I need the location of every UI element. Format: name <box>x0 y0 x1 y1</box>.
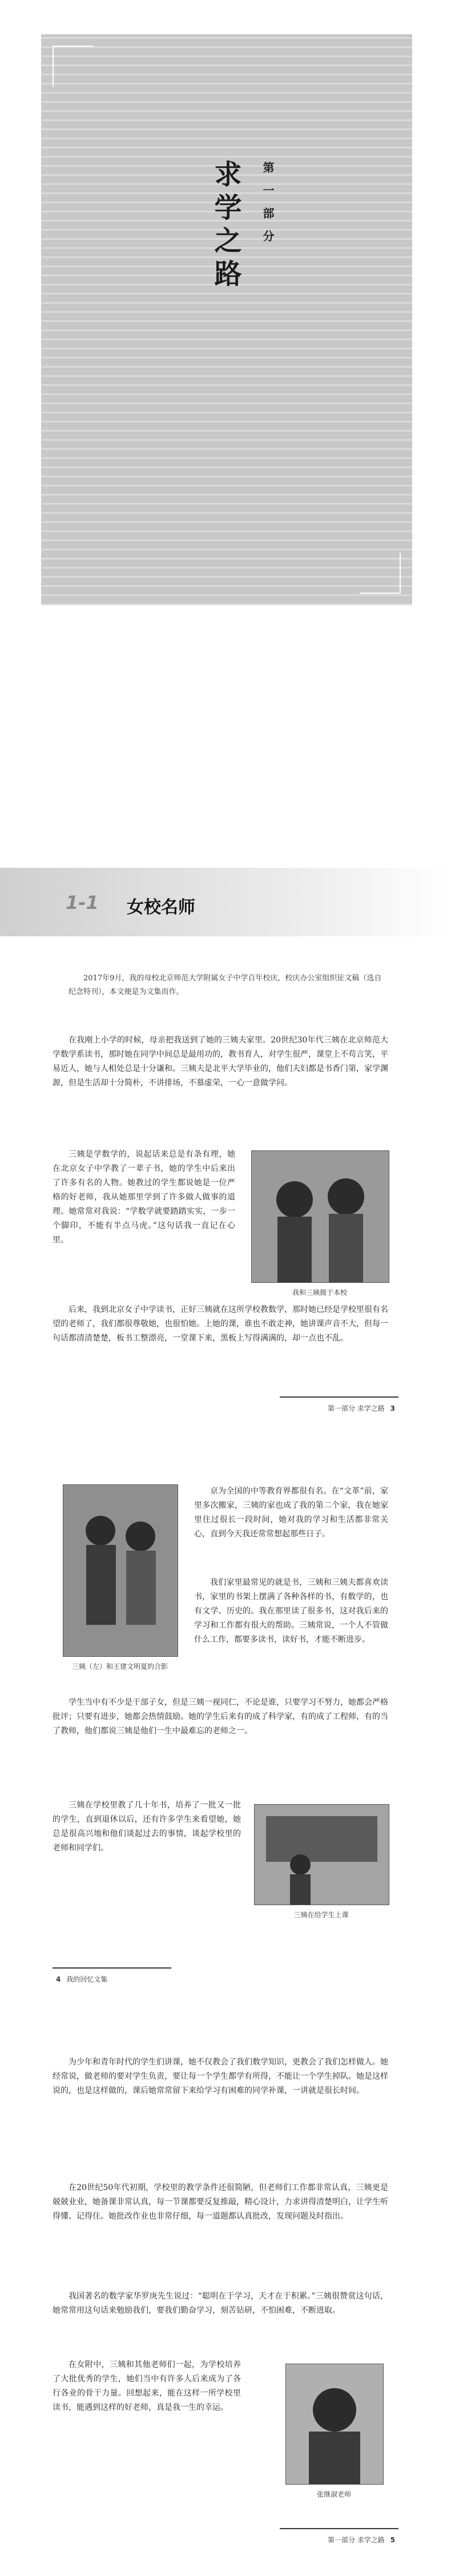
photo-caption: 我和三姨摄于本校 <box>292 1289 347 1297</box>
footer-part: 第一部分 <box>327 2536 355 2544</box>
portrait-photo-icon <box>63 1485 178 1656</box>
footer-rule <box>53 1967 171 1969</box>
photo-caption: 三姨（左）和王建文明夏的合影 <box>71 1663 168 1671</box>
footer-title: 求学之路 <box>357 1404 385 1412</box>
footer-title: 求学之路 <box>357 2536 385 2544</box>
text-page-5 <box>0 2015 451 2576</box>
text-page-4 <box>0 1444 451 2015</box>
paragraph: 我们家里最常见的就是书，三姨和三姨夫都喜欢读书，家里的书架上摆满了各种各样的书，有数学的，也有文学、历史的。我在那里读了很多书，这对我后来的学习和工作都有很大的帮助。三姨常说，一个人不管做什么工作，都要多读书，读好书，才能不断进步。 <box>194 1578 388 1644</box>
paragraph: 在女附中，三姨和其他老师们一起，为学校培养了大批优秀的学生，她们当中有许多人后来成为了各行各业的骨干力量。回想起来，能在这样一所学校里读书，能遇到这样的好老师，真是我一生的幸运。 <box>53 2360 241 2412</box>
paragraph: 京为全国的中等教育界都很有名。在“文革”前，家里多次搬家，三姨的家也成了我的第二个家，我在她家里住过很长一段时间，她对我的学习和生活都非常关心，直到今天我还常常想起那些日子。 <box>194 1487 388 1539</box>
chapter-title: 女校名师 <box>127 897 195 917</box>
portrait-photo-icon <box>252 1151 389 1282</box>
paragraph: 我国著名的数学家华罗庚先生说过：“聪明在于学习，天才在于积累。”三姨很赞赏这句话，她常常用这句话来勉励我们，要我们勤奋学习，刻苦钻研，不怕困难，不断进取。 <box>53 2292 388 2315</box>
chapter-intro: 2017年9月，我的母校北京师范大学附属女子中学百年校庆，校庆办公室组织征文稿（选自纪念特刊），本文便是为文集而作。 <box>69 974 382 996</box>
page-number: 5 <box>390 2536 395 2544</box>
footer-rule <box>280 2528 398 2529</box>
corner-ornament-top-left <box>53 46 94 87</box>
paragraph: 三姨是学数学的，说起话来总是有条有理，她在北京女子中学教了一辈子书，她的学生中后来出了许多有名的人物。她教过的学生都说她是一位严格的好老师，我从她那里学到了许多做人做事的道理。她常常对我说：“学数学就要踏踏实实，一步一个脚印，不能有半点马虎。”这句话我一直记在心里。 <box>53 1150 235 1245</box>
page-footer <box>328 1403 398 1413</box>
paragraph: 在20世纪50年代初期，学校里的教学条件还很简陋，但老师们工作都非常认真，三姨更是兢兢业业，她备课非常认真，每一节课都要反复推敲，精心设计，力求讲得清楚明白，让学生听得懂、记得住。她批改作业也非常仔细，每一道题都认真批改，发现问题及时指出。 <box>53 2183 388 2221</box>
photo-caption: 张继淑老师 <box>316 2490 351 2498</box>
part-title-panel <box>41 34 412 605</box>
portrait-photo-icon <box>286 2364 383 2484</box>
page-footer <box>328 2535 398 2545</box>
paragraph: 学生当中有不少是干部子女，但是三姨一视同仁，不论是谁，只要学习不努力，她都会严格批评；只要有进步，她都会热情鼓励。她的学生后来有的成了科学家，有的成了工程师，有的当了教师，他们都说三姨是他们一生中最难忘的老师之一。 <box>53 1698 388 1736</box>
page-footer <box>53 1974 107 1984</box>
part-title-page <box>0 0 451 805</box>
chapter-number: 1-1 <box>66 892 99 913</box>
footer-title: 我的回忆文集 <box>66 1975 108 1983</box>
photo-two-women <box>251 1150 389 1283</box>
classroom-photo-icon <box>255 1805 389 1905</box>
paragraph: 为少年和青年时代的学生们讲课，她不仅教会了我们数学知识，更教会了我们怎样做人。她经常说，做老师的要对学生负责，要让每一个学生都学有所得，不能让一个学生掉队。她是这样说的，也是这样做的，课后她常常留下来给学习有困难的同学补课，一讲就是很长时间。 <box>53 2058 388 2095</box>
footer-part: 第一部分 <box>327 1404 355 1412</box>
page-number: 3 <box>390 1404 395 1412</box>
photo-teacher-portrait <box>285 2364 384 2485</box>
photo-caption: 三姨在给学生上课 <box>293 1911 349 1919</box>
paragraph: 在我刚上小学的时候，母亲把我送到了她的三姨夫家里。20世纪30年代三姨在北京师范大学数学系读书，那时她在同学中间总是最用功的，教书育人，对学生很严，课堂上不苟言笑，平易近人，她与人相处总是十分谦和。三姨夫是北平大学毕业的，他们夫妇都是书香门第，家学渊源，但是生活却十分简朴，不讲排场，不慕虚荣，一心一意做学问。 <box>53 1036 388 1088</box>
photo-two-women-sitting <box>63 1484 178 1657</box>
part-title: 求学之路 <box>210 160 241 292</box>
chapter-opening-page <box>0 805 451 1444</box>
paragraph: 三姨在学校里教了几十年书，培养了一批又一批的学生，直到退休以后，还有许多学生来看望她，她总是很高兴地和他们谈起过去的事情，谈起学校里的老师和同学们。 <box>53 1801 241 1853</box>
corner-ornament-bottom-right <box>360 553 401 594</box>
part-label: 第一部分 <box>261 162 275 253</box>
footer-rule <box>280 1396 398 1398</box>
photo-teaching-class <box>254 1804 389 1905</box>
page-number: 4 <box>56 1975 61 1983</box>
paragraph: 后来，我到北京女子中学读书，正好三姨就在这所学校教数学，那时她已经是学校里很有名望的老师了，我们都很尊敬她，也很怕她。上她的课，谁也不敢走神，她讲课声音不大，但每一句话都清清楚楚，板书工整漂亮，一堂课下来，黑板上写得满满的，却一点也不乱。 <box>53 1305 388 1343</box>
